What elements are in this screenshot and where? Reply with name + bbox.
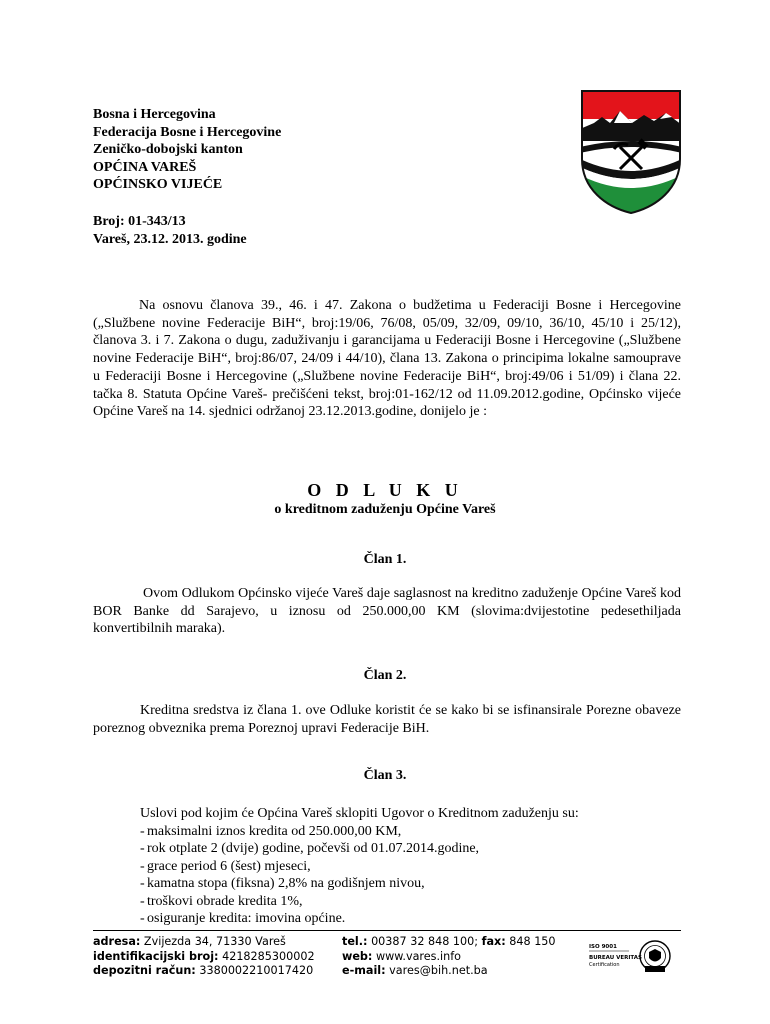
letterhead-line-canton: Zeničko-dobojski kanton xyxy=(93,142,243,157)
letterhead-line-federation: Federacija Bosne i Hercegovine xyxy=(93,124,282,140)
municipality-crest-icon xyxy=(580,89,682,215)
conditions-list xyxy=(93,823,681,928)
letterhead-line-council: OPĆINSKO VIJEĆE xyxy=(93,177,223,192)
document-number: Broj: 01-343/13 xyxy=(93,214,186,229)
footer-right xyxy=(342,935,556,979)
footer-divider xyxy=(93,930,681,931)
list-item: - maksimalni iznos kredita od 250.000,00 KM, xyxy=(140,823,402,839)
article-2-heading: Član 2. xyxy=(363,668,407,683)
decision-subtitle: o kreditnom zaduženju Općine Vareš xyxy=(274,502,496,517)
cert-line-1: ISO 9001 xyxy=(589,944,617,950)
cert-line-3: Certification xyxy=(589,962,620,968)
footer-account: depozitni račun: 3380002210017420 xyxy=(93,964,314,978)
letterhead-line-municipality: OPĆINA VAREŠ xyxy=(93,159,197,175)
list-item: - grace period 6 (šest) mjeseci, xyxy=(140,858,311,874)
footer-phone-fax: tel.: 00387 32 848 100; fax: 848 150 xyxy=(342,935,556,948)
article-1-text: Ovom Odlukom Općinsko vijeće Vareš daje saglasnost na kreditno zaduženje Općine Vareš kod BOR Banke dd Sarajevo, u iznosu od 250.000,00 KM (slovima:dvijestotine pedesethiljada konvertibilnih maraka). xyxy=(93,586,681,637)
document-date: Vareš, 23.12. 2013. godine xyxy=(93,231,247,247)
legal-basis-paragraph: Na osnovu članova 39., 46. i 47. Zakona o budžetima u Federaciji Bosne i Hercegovine („Službene novine Federacije BiH“, broj:19/06, 76/08, 05/09, 32/09, 09/10, 36/10, 45/10 i 25/12), članova 3. i 7. Zakona o dugu, zaduživanju i garancijama u Federaciji Bosne i Hercegovine („Službene novine Federacije BiH“, broj:86/07, 24/09 i 44/10), člana 13. Zakona o principima lokalne samouprave u Federaciji Bosne i Hercegovine („Službene novine Federacije BiH“, broj:49/06 i 51/09) i člana 22. tačka 8. Statuta Općine Vareš- prečišćeni tekst, broj:01-162/12 od 11.09.2012.godine, Općinsko vijeće Općine Vareš na 14. sjednici održanoj 23.12.2013.godine, donijelo je : xyxy=(93,298,681,420)
article-2-text: Kreditna sredstva iz člana 1. ove Odluke koristit će se kako bi se isfinansirale Porezne obaveze poreznog obveznika prema Poreznoj upravi Federacije BiH. xyxy=(93,703,681,736)
cert-line-2: BUREAU VERITAS xyxy=(589,955,642,961)
list-item: - rok otplate 2 (dvije) godine, počevši od 01.07.2014.godine, xyxy=(140,841,480,856)
reference-block xyxy=(93,213,247,248)
article-3-conditions xyxy=(93,805,681,928)
footer-address: adresa: Zvijezda 34, 71330 Vareš xyxy=(93,935,286,948)
article-1-heading: Član 1. xyxy=(363,552,407,567)
list-item: - kamatna stopa (fiksna) 2,8% na godišnjem nivou, xyxy=(140,876,425,891)
list-item: - troškovi obrade kredita 1%, xyxy=(140,893,303,909)
letterhead-line-country: Bosna i Hercegovina xyxy=(93,107,216,122)
footer-id-number: identifikacijski broj: 4218285300002 xyxy=(93,949,315,963)
certification-seal-icon xyxy=(640,941,670,972)
letterhead xyxy=(93,106,281,194)
footer-left xyxy=(93,935,315,979)
article-3-lead: Uslovi pod kojim će Općina Vareš sklopiti Ugovor o Kreditnom zaduženju su: xyxy=(140,806,579,821)
decision-title: O D L U K U xyxy=(307,480,463,500)
footer-web: web: www.vares.info xyxy=(342,949,462,963)
bureau-veritas-certification-logo xyxy=(587,936,679,976)
list-item: - osiguranje kredita: imovina općine. xyxy=(140,911,346,926)
footer-email: e-mail: vares@bih.net.ba xyxy=(342,964,488,978)
article-3-heading: Član 3. xyxy=(363,768,407,783)
